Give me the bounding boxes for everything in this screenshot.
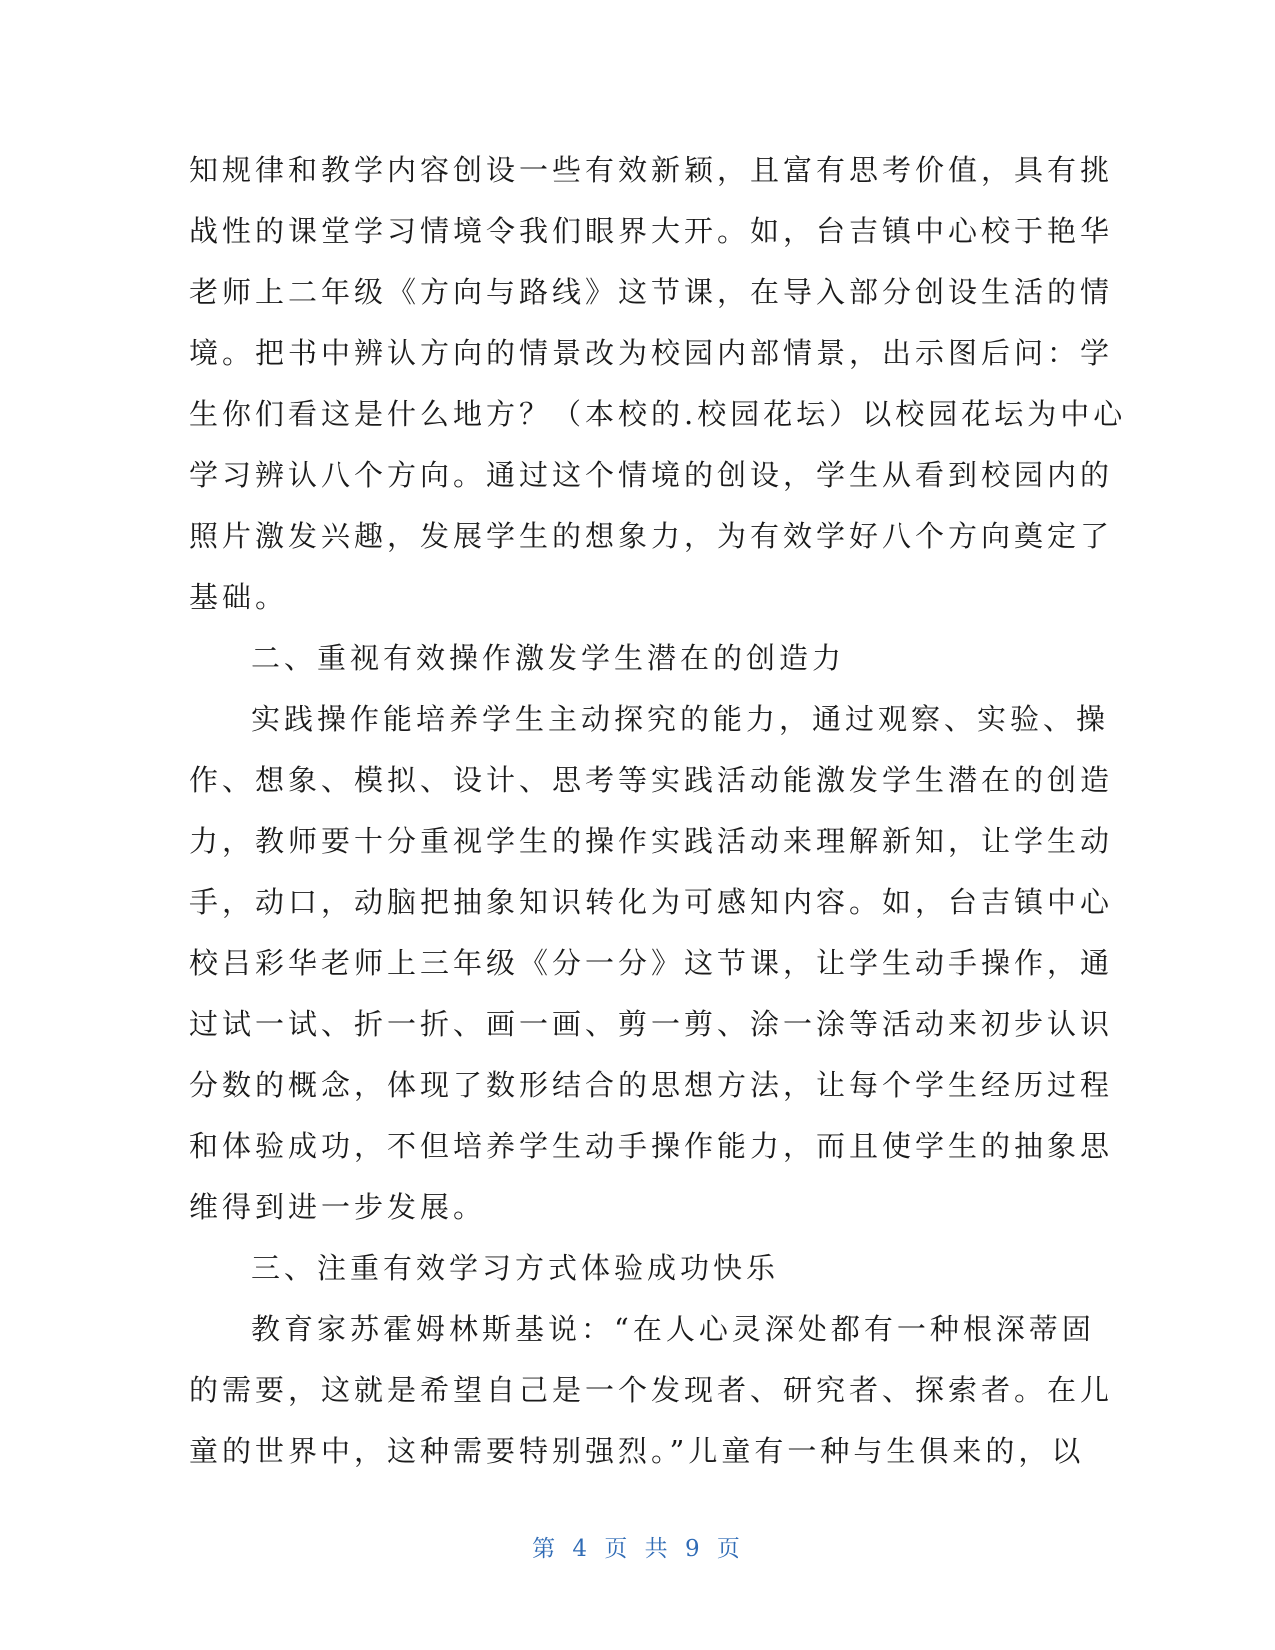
text-line: 学习辨认八个方向。通过这个情境的创设，学生从看到校园内的 — [189, 458, 1114, 492]
footer-page-word: 页 — [604, 1536, 631, 1562]
footer-total-word: 共 — [644, 1536, 671, 1562]
text-line: 力，教师要十分重视学生的操作实践活动来理解新知，让学生动 — [189, 824, 1114, 858]
text-line: 校吕彩华老师上三年级《分一分》这节课，让学生动手操作，通 — [189, 946, 1114, 980]
text-line: 生你们看这是什么地方？（本校的.校园花坛）以校园花坛为中心 — [189, 397, 1127, 431]
page-footer — [0, 1530, 1275, 1563]
text-line: 的需要，这就是希望自己是一个发现者、研究者、探索者。在儿 — [189, 1373, 1114, 1407]
text-line: 战性的课堂学习情境令我们眼界大开。如，台吉镇中心校于艳华 — [189, 214, 1114, 248]
paragraph-start: 教育家苏霍姆林斯基说：“在人心灵深处都有一种根深蒂固 — [251, 1312, 1095, 1346]
text-line: 童的世界中，这种需要特别强烈。”儿童有一种与生俱来的，以 — [189, 1434, 1085, 1468]
text-line: 手，动口，动脑把抽象知识转化为可感知内容。如，台吉镇中心 — [189, 885, 1114, 919]
text-line: 照片激发兴趣，发展学生的想象力，为有效学好八个方向奠定了 — [189, 519, 1114, 553]
document-body — [189, 140, 1127, 1482]
text-line: 和体验成功，不但培养学生动手操作能力，而且使学生的抽象思 — [189, 1129, 1114, 1163]
text-line: 境。把书中辨认方向的情景改为校园内部情景，出示图后问：学 — [189, 336, 1114, 370]
text-line: 老师上二年级《方向与路线》这节课，在导入部分创设生活的情 — [189, 275, 1114, 309]
text-line: 分数的概念，体现了数形结合的思想方法，让每个学生经历过程 — [189, 1068, 1114, 1102]
footer-current-page: 4 — [572, 1536, 591, 1562]
footer-suffix: 页 — [716, 1536, 743, 1562]
footer-total-pages: 9 — [684, 1536, 703, 1562]
text-line: 基础。 — [189, 580, 289, 614]
section-heading-3: 三、注重有效学习方式体验成功快乐 — [251, 1251, 780, 1285]
footer-prefix: 第 — [532, 1536, 559, 1562]
text-line: 作、想象、模拟、设计、思考等实践活动能激发学生潜在的创造 — [189, 763, 1114, 797]
text-line: 维得到进一步发展。 — [189, 1190, 487, 1224]
section-heading-2: 二、重视有效操作激发学生潜在的创造力 — [251, 641, 846, 675]
text-line: 过试一试、折一折、画一画、剪一剪、涂一涂等活动来初步认识 — [189, 1007, 1114, 1041]
text-line: 知规律和教学内容创设一些有效新颖，且富有思考价值，具有挑 — [189, 153, 1114, 187]
paragraph-start: 实践操作能培养学生主动探究的能力，通过观察、实验、操 — [251, 702, 1110, 736]
